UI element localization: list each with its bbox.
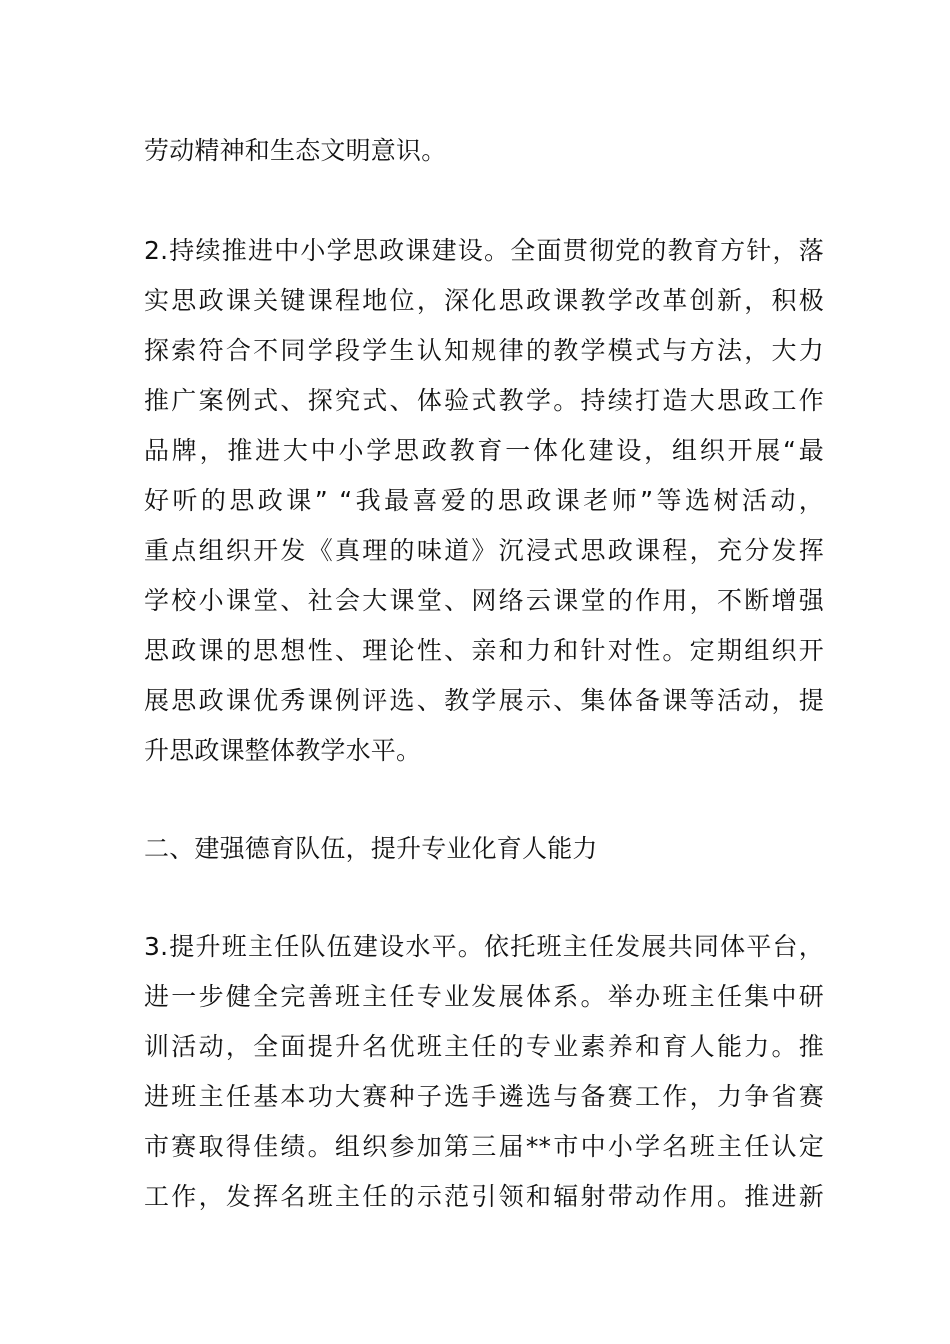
paragraph-2-line-9: 思政课的思想性、理论性、亲和力和针对性。定期组织开 <box>144 636 824 665</box>
paragraph-2-line-7: 重点组织开发《真理的味道》沉浸式思政课程，充分发挥 <box>144 536 824 565</box>
paragraph-2-line-11: 升思政课整体教学水平。 <box>144 736 422 765</box>
paragraph-3-line-3: 训活动，全面提升名优班主任的专业素养和育人能力。推 <box>144 1032 824 1061</box>
paragraph-2-line-3: 探索符合不同学段学生认知规律的教学模式与方法，大力 <box>144 336 824 365</box>
paragraph-2-line-10: 展思政课优秀课例评选、教学展示、集体备课等活动，提 <box>144 686 824 715</box>
paragraph-3-line-5: 市赛取得佳绩。组织参加第三届**市中小学名班主任认定 <box>144 1132 824 1161</box>
section-heading-2: 二、建强德育队伍，提升专业化育人能力 <box>144 834 598 863</box>
paragraph-1-line-1: 劳动精神和生态文明意识。 <box>144 136 447 165</box>
paragraph-3-line-2: 进一步健全完善班主任专业发展体系。举办班主任集中研 <box>144 982 824 1011</box>
paragraph-3-line-1: 3.提升班主任队伍建设水平。依托班主任发展共同体平台， <box>144 932 824 961</box>
paragraph-3-line-4: 进班主任基本功大赛种子选手遴选与备赛工作，力争省赛 <box>144 1082 824 1111</box>
paragraph-2-line-2: 实思政课关键课程地位，深化思政课教学改革创新，积极 <box>144 286 824 315</box>
paragraph-2-line-1: 2.持续推进中小学思政课建设。全面贯彻党的教育方针，落 <box>144 236 824 265</box>
paragraph-2-line-4: 推广案例式、探究式、体验式教学。持续打造大思政工作 <box>144 386 824 415</box>
paragraph-2-line-6: 好听的思政课” “我最喜爱的思政课老师”等选树活动， <box>144 486 824 515</box>
paragraph-2-line-5: 品牌，推进大中小学思政教育一体化建设，组织开展“最 <box>144 436 824 465</box>
paragraph-2-line-8: 学校小课堂、社会大课堂、网络云课堂的作用，不断增强 <box>144 586 824 615</box>
paragraph-3-line-6: 工作，发挥名班主任的示范引领和辐射带动作用。推进新 <box>144 1182 824 1211</box>
